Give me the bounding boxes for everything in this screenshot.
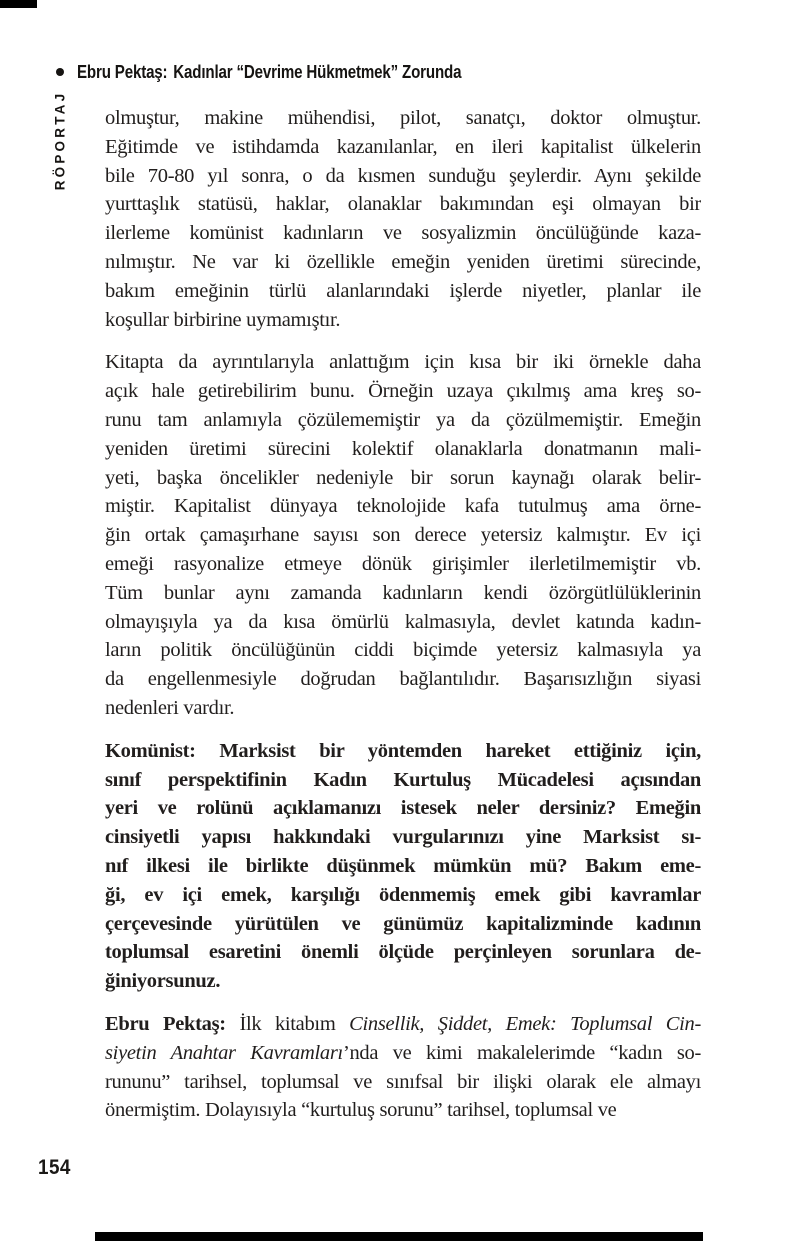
text-line: olmuştur, makine mühendisi, pilot, sanatçı, doktor olmuştur. bbox=[105, 107, 701, 129]
running-header bbox=[56, 60, 535, 84]
page-number: 154 bbox=[38, 1156, 71, 1179]
text-line: ilerleme komünist kadınların ve sosyalizmin öncülüğünde kaza- bbox=[105, 222, 701, 245]
bullet-icon bbox=[56, 68, 64, 76]
paragraph bbox=[105, 1010, 701, 1125]
text-line: koşullar birbirine uymamıştır. bbox=[105, 308, 341, 331]
text-line: ği, ev içi emek, karşılığı ödenmemiş emek gibi kavramlar bbox=[105, 883, 701, 906]
text-line: Tüm bunlar aynı zamanda kadınların kendi özörgütlülüklerinin bbox=[105, 581, 701, 604]
text-line: Eğitimde ve istihdamda kazanılanlar, en ileri kapitalist ülkelerin bbox=[105, 135, 701, 158]
text-line: sınıf perspektifinin Kadın Kurtuluş Mücadelesi açısından bbox=[105, 768, 701, 791]
text-line: ğin ortak çamaşırhane sayısı son derece yetersiz kalmıştır. Ev içi bbox=[105, 524, 701, 547]
paragraph bbox=[105, 737, 701, 996]
section-sidebar-label-box bbox=[45, 86, 75, 194]
text-line: emeği rasyonalize etmeye dönük girişimler ilerletilmemiştir vb. bbox=[105, 552, 701, 575]
text-line: rununu” tarihsel, toplumsal ve sınıfsal bir ilişki olarak ele almayı bbox=[105, 1070, 701, 1093]
body-text bbox=[105, 104, 701, 1125]
section-sidebar-label: RÖPORTAJ bbox=[52, 90, 68, 190]
text-line: olmayışıyla ya da kısa ömürlü kalmasıyla, devlet katında kadın- bbox=[105, 610, 701, 633]
text-line: önermiştim. Dolayısıyla “kurtuluş sorunu” tarihsel, toplumsal ve bbox=[105, 1099, 617, 1122]
text-line: nedenleri vardır. bbox=[105, 696, 235, 719]
paragraph bbox=[105, 348, 701, 722]
text-line: siyetin Anahtar Kavramları’nda ve kimi makalelerimde “kadın so- bbox=[105, 1041, 701, 1064]
text-line: da engellenmesiyle doğrudan bağlantılıdır. Başarısızlığın siyasi bbox=[105, 668, 701, 691]
text-line: nılmıştır. Ne var ki özellikle emeğin yeniden üretimi sürecinde, bbox=[105, 250, 701, 273]
text-line: ğiniyorsunuz. bbox=[105, 970, 221, 993]
text-line: yeti, başka öncelikler nedeniyle bir sorun kaynağı olarak belir- bbox=[105, 466, 701, 489]
text-line: runu tam anlamıyla çözülememiştir ya da çözülmemiştir. Emeğin bbox=[105, 408, 701, 431]
header-author-label: Ebru Pektaş: bbox=[77, 61, 168, 82]
text-line: toplumsal esaretini önemli ölçüde perçinleyen sorunlara de- bbox=[105, 941, 701, 964]
text-line: yeri ve rolünü açıklamanızı istesek neler dersiniz? Emeğin bbox=[105, 797, 701, 820]
scan-artifact-bottom bbox=[95, 1232, 703, 1241]
text-line: cinsiyetli yapısı hakkındaki vurgularınızı yine Marksist sı- bbox=[105, 826, 701, 849]
text-line: nıf ilkesi ile birlikte düşünmek mümkün mü? Bakım eme- bbox=[105, 854, 701, 877]
text-line: miştir. Kapitalist dünyaya teknolojide kafa tutulmuş ama örne- bbox=[105, 495, 701, 518]
text-line: bakım emeğinin türlü alanlarındaki işlerde niyetler, planlar ile bbox=[105, 279, 701, 302]
text-line: bile 70-80 yıl sonra, o da kısmen sunduğu şeylerdir. Aynı şekilde bbox=[105, 164, 701, 187]
text-line: çerçevesinde yürütülen ve günümüz kapitalizminde kadının bbox=[105, 912, 701, 935]
text-line: Ebru Pektaş: İlk kitabım Cinsellik, Şiddet, Emek: Toplumsal Cin- bbox=[105, 1012, 701, 1035]
text-line: yurttaşlık statüsü, haklar, olanaklar bakımından eşi olmayan bir bbox=[105, 193, 701, 216]
text-line: ların politik öncülüğünün ciddi biçimde yetersiz kalmasıyla ya bbox=[105, 639, 701, 662]
text-line: Komünist: Marksist bir yöntemden hareket ettiğiniz için, bbox=[105, 739, 701, 762]
paragraph bbox=[105, 104, 701, 334]
running-header-text bbox=[77, 62, 461, 83]
scan-artifact-top bbox=[0, 0, 37, 8]
text-line: yeniden üretimi sürecini kolektif olanaklarla donatmanın mali- bbox=[105, 437, 701, 460]
text-line: açık hale getirebilirim bunu. Örneğin uzaya çıkılmış ama kreş so- bbox=[105, 380, 701, 403]
header-article-title: Kadınlar “Devrime Hükmetmek” Zorunda bbox=[173, 61, 462, 82]
text-line: Kitapta da ayrıntılarıyla anlattığım için kısa bir iki örnekle daha bbox=[105, 351, 701, 374]
